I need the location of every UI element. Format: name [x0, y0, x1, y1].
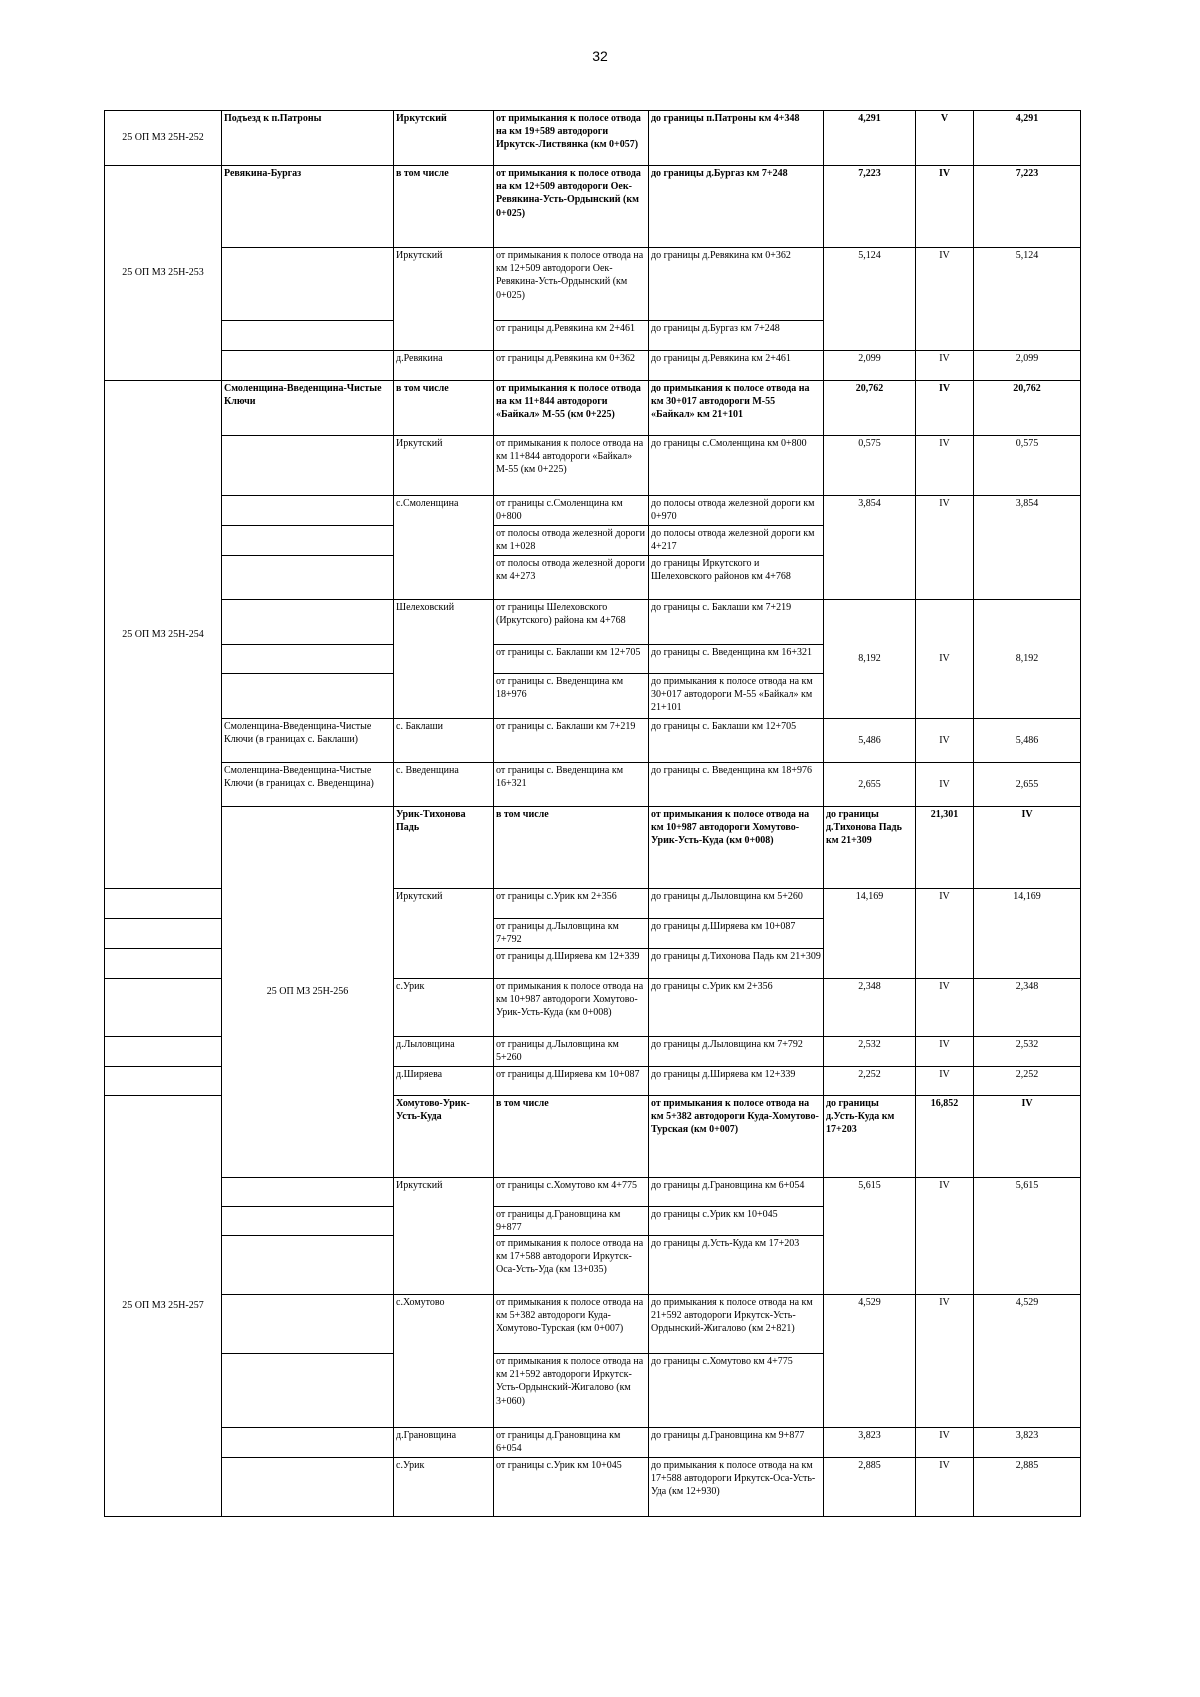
district-cell: Иркутский — [394, 111, 494, 166]
to-cell: до границы с. Баклаши км 12+705 — [649, 719, 824, 763]
total-length-cell: 7,223 — [974, 166, 1081, 248]
table-row — [105, 600, 1081, 645]
category-cell: IV — [916, 248, 974, 351]
length-cell: 5,124 — [824, 248, 916, 351]
district-cell: в том числе — [494, 807, 649, 889]
table-row — [105, 763, 1081, 807]
total-length-cell: 2,099 — [974, 351, 1081, 381]
district-cell: д.Лыловщина — [394, 1036, 494, 1066]
page-number: 32 — [592, 48, 608, 64]
to-cell: до границы Иркутского и Шелеховского районов км 4+768 — [649, 556, 824, 600]
road-name-cell: Смоленщина-Введенщина-Чистые Ключи — [222, 381, 394, 436]
from-cell: от полосы отвода железной дороги км 4+273 — [494, 556, 649, 600]
total-length-cell: 2,348 — [974, 978, 1081, 1036]
category-cell: IV — [916, 381, 974, 436]
roads-table — [104, 110, 1081, 1517]
from-cell: от примыкания к полосе отвода на км 5+382 автодороги Куда-Хомутово-Турская (км 0+007) — [494, 1295, 649, 1354]
category-cell: IV — [916, 719, 974, 763]
district-cell: Иркутский — [394, 248, 494, 351]
table-row — [105, 166, 1081, 248]
length-cell: 8,192 — [824, 600, 916, 719]
road-name-cell — [222, 1236, 394, 1295]
road-name-cell — [222, 1428, 394, 1458]
from-cell: от примыкания к полосе отвода на км 21+592 автодороги Иркутск-Усть-Ордынский-Жигалово (км 3+060) — [494, 1354, 649, 1428]
length-cell: 4,529 — [824, 1295, 916, 1428]
category-cell: IV — [916, 1036, 974, 1066]
from-cell: от границы д.Лыловщина км 7+792 — [494, 919, 649, 948]
from-cell: от примыкания к полосе отвода на км 11+844 автодороги «Байкал» М-55 (км 0+225) — [494, 381, 649, 436]
from-cell: от границы д.Грановщина км 6+054 — [494, 1428, 649, 1458]
length-cell: 14,169 — [824, 889, 916, 978]
road-name-cell — [222, 645, 394, 674]
from-cell: от примыкания к полосе отвода на км 5+382 автодороги Куда-Хомутово-Турская (км 0+007) — [649, 1095, 824, 1177]
from-cell: от границы д.Ширяева км 12+339 — [494, 948, 649, 978]
to-cell: до границы д.Тихонова Падь км 21+309 — [824, 807, 916, 889]
road-name-cell — [105, 1066, 222, 1095]
length-cell: 5,486 — [824, 719, 916, 763]
length-cell: 16,852 — [916, 1095, 974, 1177]
category-cell: IV — [916, 166, 974, 248]
road-code-cell: 25 ОП МЗ 25Н-253 — [105, 166, 222, 381]
from-cell: от примыкания к полосе отвода на км 10+987 автодороги Хомутово-Урик-Усть-Куда (км 0+008) — [494, 978, 649, 1036]
category-cell: IV — [916, 600, 974, 719]
from-cell: от границы д.Лыловщина км 5+260 — [494, 1036, 649, 1066]
total-length-cell: 14,169 — [974, 889, 1081, 978]
to-cell: до границы с.Хомутово км 4+775 — [649, 1354, 824, 1428]
category-cell: IV — [974, 1095, 1081, 1177]
length-cell: 2,532 — [824, 1036, 916, 1066]
from-cell: от границы с. Баклаши км 7+219 — [494, 719, 649, 763]
road-name-cell — [222, 248, 394, 321]
total-length-cell: 20,762 — [974, 381, 1081, 436]
to-cell: до границы д.Ширяева км 12+339 — [649, 1066, 824, 1095]
length-cell: 4,291 — [824, 111, 916, 166]
to-cell: до границы д.Бургаз км 7+248 — [649, 321, 824, 351]
to-cell: до полосы отвода железной дороги км 0+970 — [649, 496, 824, 526]
to-cell: до границы д.Усть-Куда км 17+203 — [649, 1236, 824, 1295]
table-row — [105, 1177, 1081, 1206]
road-name-cell — [222, 321, 394, 351]
to-cell: до границы д.Грановщина км 6+054 — [649, 1177, 824, 1206]
to-cell: до границы д.Грановщина км 9+877 — [649, 1428, 824, 1458]
road-name-cell: Ревякина-Бургаз — [222, 166, 394, 248]
total-length-cell: 2,885 — [974, 1458, 1081, 1517]
from-cell: от примыкания к полосе отвода на км 12+509 автодороги Оек-Ревякина-Усть-Ордынский (км 0+025) — [494, 166, 649, 248]
road-name-cell — [105, 948, 222, 978]
to-cell: до примыкания к полосе отвода на км 30+017 автодороги М-55 «Байкал» км 21+101 — [649, 674, 824, 719]
from-cell: от примыкания к полосе отвода на км 11+844 автодороги «Байкал» М-55 (км 0+225) — [494, 436, 649, 496]
road-name-cell: Смоленщина-Введенщина-Чистые Ключи (в границах с. Введенщина) — [222, 763, 394, 807]
total-length-cell: 4,529 — [974, 1295, 1081, 1428]
road-name-cell — [222, 674, 394, 719]
to-cell: до границы п.Патроны км 4+348 — [649, 111, 824, 166]
to-cell: до примыкания к полосе отвода на км 17+588 автодороги Иркутск-Оса-Усть-Уда (км 12+930) — [649, 1458, 824, 1517]
to-cell: до границы с. Введенщина км 16+321 — [649, 645, 824, 674]
district-cell: Иркутский — [394, 1177, 494, 1294]
road-name-cell — [222, 1177, 394, 1206]
district-cell: Иркутский — [394, 889, 494, 978]
road-code-cell: 25 ОП МЗ 25Н-254 — [105, 381, 222, 889]
total-length-cell: 3,854 — [974, 496, 1081, 600]
to-cell: до примыкания к полосе отвода на км 21+592 автодороги Иркутск-Усть-Ордынский-Жигалово (км 2+821) — [649, 1295, 824, 1354]
road-name-cell — [222, 1354, 394, 1428]
road-name-cell — [222, 436, 394, 496]
table-row — [105, 1428, 1081, 1458]
table-row — [105, 111, 1081, 166]
district-cell: с. Баклаши — [394, 719, 494, 763]
road-code-cell: 25 ОП МЗ 25Н-252 — [105, 111, 222, 166]
length-cell: 2,655 — [824, 763, 916, 807]
district-cell: с.Хомутово — [394, 1295, 494, 1428]
from-cell: от полосы отвода железной дороги км 1+028 — [494, 526, 649, 556]
table-row — [105, 248, 1081, 321]
to-cell: до границы д.Лыловщина км 7+792 — [649, 1036, 824, 1066]
road-name-cell — [105, 978, 222, 1036]
category-cell: IV — [916, 1428, 974, 1458]
category-cell: IV — [916, 889, 974, 978]
category-cell: IV — [916, 351, 974, 381]
category-cell: IV — [916, 1066, 974, 1095]
district-cell: в том числе — [494, 1095, 649, 1177]
road-name-cell — [222, 1295, 394, 1354]
road-name-cell — [222, 1206, 394, 1235]
from-cell: от примыкания к полосе отвода на км 19+589 автодороги Иркутск-Листвянка (км 0+057) — [494, 111, 649, 166]
length-cell: 21,301 — [916, 807, 974, 889]
from-cell: от границы с. Введенщина км 16+321 — [494, 763, 649, 807]
road-name-cell: Хомутово-Урик-Усть-Куда — [394, 1095, 494, 1177]
length-cell: 20,762 — [824, 381, 916, 436]
total-length-cell: 5,486 — [974, 719, 1081, 763]
to-cell: до границы д.Бургаз км 7+248 — [649, 166, 824, 248]
district-cell: с. Введенщина — [394, 763, 494, 807]
from-cell: от границы д.Ревякина км 0+362 — [494, 351, 649, 381]
to-cell: до границы д.Тихонова Падь км 21+309 — [649, 948, 824, 978]
district-cell: в том числе — [394, 381, 494, 436]
total-length-cell: 5,124 — [974, 248, 1081, 351]
from-cell: от границы с.Урик км 10+045 — [494, 1458, 649, 1517]
length-cell: 2,885 — [824, 1458, 916, 1517]
total-length-cell: 2,655 — [974, 763, 1081, 807]
table-row — [105, 1295, 1081, 1354]
table-row — [105, 351, 1081, 381]
district-cell: в том числе — [394, 166, 494, 248]
table-row — [105, 381, 1081, 436]
total-length-cell: 8,192 — [974, 600, 1081, 719]
district-cell: Шелеховский — [394, 600, 494, 719]
from-cell: от границы с. Баклаши км 12+705 — [494, 645, 649, 674]
road-name-cell — [222, 556, 394, 600]
category-cell: IV — [916, 1177, 974, 1294]
total-length-cell: 3,823 — [974, 1428, 1081, 1458]
road-name-cell — [222, 600, 394, 645]
from-cell: от примыкания к полосе отвода на км 10+987 автодороги Хомутово-Урик-Усть-Куда (км 0+008) — [649, 807, 824, 889]
district-cell: Иркутский — [394, 436, 494, 496]
to-cell: до границы д.Ширяева км 10+087 — [649, 919, 824, 948]
to-cell: до границы с.Смоленщина км 0+800 — [649, 436, 824, 496]
total-length-cell: 2,252 — [974, 1066, 1081, 1095]
road-name-cell: Урик-Тихонова Падь — [394, 807, 494, 889]
length-cell: 2,252 — [824, 1066, 916, 1095]
total-length-cell: 5,615 — [974, 1177, 1081, 1294]
table-row — [105, 719, 1081, 763]
road-name-cell — [222, 496, 394, 526]
to-cell: до границы д.Усть-Куда км 17+203 — [824, 1095, 916, 1177]
road-name-cell — [222, 351, 394, 381]
district-cell: с.Урик — [394, 978, 494, 1036]
road-name-cell — [105, 1036, 222, 1066]
category-cell: IV — [916, 1295, 974, 1428]
district-cell: с.Смоленщина — [394, 496, 494, 600]
road-name-cell — [105, 889, 222, 919]
to-cell: до границы д.Ревякина км 2+461 — [649, 351, 824, 381]
road-name-cell — [105, 919, 222, 948]
to-cell: до границы с.Урик км 10+045 — [649, 1206, 824, 1235]
from-cell: от границы с. Введенщина км 18+976 — [494, 674, 649, 719]
district-cell: с.Урик — [394, 1458, 494, 1517]
to-cell: до границы с. Введенщина км 18+976 — [649, 763, 824, 807]
table-row — [105, 807, 1081, 889]
road-name-cell: Подъезд к п.Патроны — [222, 111, 394, 166]
from-cell: от границы д.Грановщина км 9+877 — [494, 1206, 649, 1235]
total-length-cell: 0,575 — [974, 436, 1081, 496]
length-cell: 3,823 — [824, 1428, 916, 1458]
road-name-cell — [222, 1458, 394, 1517]
to-cell: до границы с. Баклаши км 7+219 — [649, 600, 824, 645]
to-cell: до примыкания к полосе отвода на км 30+017 автодороги М-55 «Байкал» км 21+101 — [649, 381, 824, 436]
total-length-cell: 4,291 — [974, 111, 1081, 166]
from-cell: от границы д.Ширяева км 10+087 — [494, 1066, 649, 1095]
table-row — [105, 1458, 1081, 1517]
length-cell: 2,099 — [824, 351, 916, 381]
length-cell: 0,575 — [824, 436, 916, 496]
road-code-cell: 25 ОП МЗ 25Н-256 — [222, 807, 394, 1178]
from-cell: от примыкания к полосе отвода на км 17+588 автодороги Иркутск-Оса-Усть-Уда (км 13+035) — [494, 1236, 649, 1295]
length-cell: 7,223 — [824, 166, 916, 248]
category-cell: V — [916, 111, 974, 166]
district-cell: д.Грановщина — [394, 1428, 494, 1458]
category-cell: IV — [916, 436, 974, 496]
from-cell: от границы д.Ревякина км 2+461 — [494, 321, 649, 351]
road-code-cell: 25 ОП МЗ 25Н-257 — [105, 1095, 222, 1517]
category-cell: IV — [916, 763, 974, 807]
from-cell: от примыкания к полосе отвода на км 12+509 автодороги Оек-Ревякина-Усть-Ордынский (км 0+025) — [494, 248, 649, 321]
road-name-cell: Смоленщина-Введенщина-Чистые Ключи (в границах с. Баклаши) — [222, 719, 394, 763]
to-cell: до границы д.Лыловщина км 5+260 — [649, 889, 824, 919]
category-cell: IV — [916, 978, 974, 1036]
road-name-cell — [222, 526, 394, 556]
district-cell: д.Ширяева — [394, 1066, 494, 1095]
from-cell: от границы с.Хомутово км 4+775 — [494, 1177, 649, 1206]
table-body — [105, 111, 1081, 1517]
length-cell: 5,615 — [824, 1177, 916, 1294]
to-cell: до границы с.Урик км 2+356 — [649, 978, 824, 1036]
category-cell: IV — [916, 496, 974, 600]
from-cell: от границы с.Урик км 2+356 — [494, 889, 649, 919]
to-cell: до границы д.Ревякина км 0+362 — [649, 248, 824, 321]
category-cell: IV — [974, 807, 1081, 889]
table-row — [105, 496, 1081, 526]
from-cell: от границы Шелеховского (Иркутского) района км 4+768 — [494, 600, 649, 645]
table-row — [105, 436, 1081, 496]
length-cell: 2,348 — [824, 978, 916, 1036]
from-cell: от границы с.Смоленщина км 0+800 — [494, 496, 649, 526]
to-cell: до полосы отвода железной дороги км 4+217 — [649, 526, 824, 556]
category-cell: IV — [916, 1458, 974, 1517]
length-cell: 3,854 — [824, 496, 916, 600]
total-length-cell: 2,532 — [974, 1036, 1081, 1066]
district-cell: д.Ревякина — [394, 351, 494, 381]
